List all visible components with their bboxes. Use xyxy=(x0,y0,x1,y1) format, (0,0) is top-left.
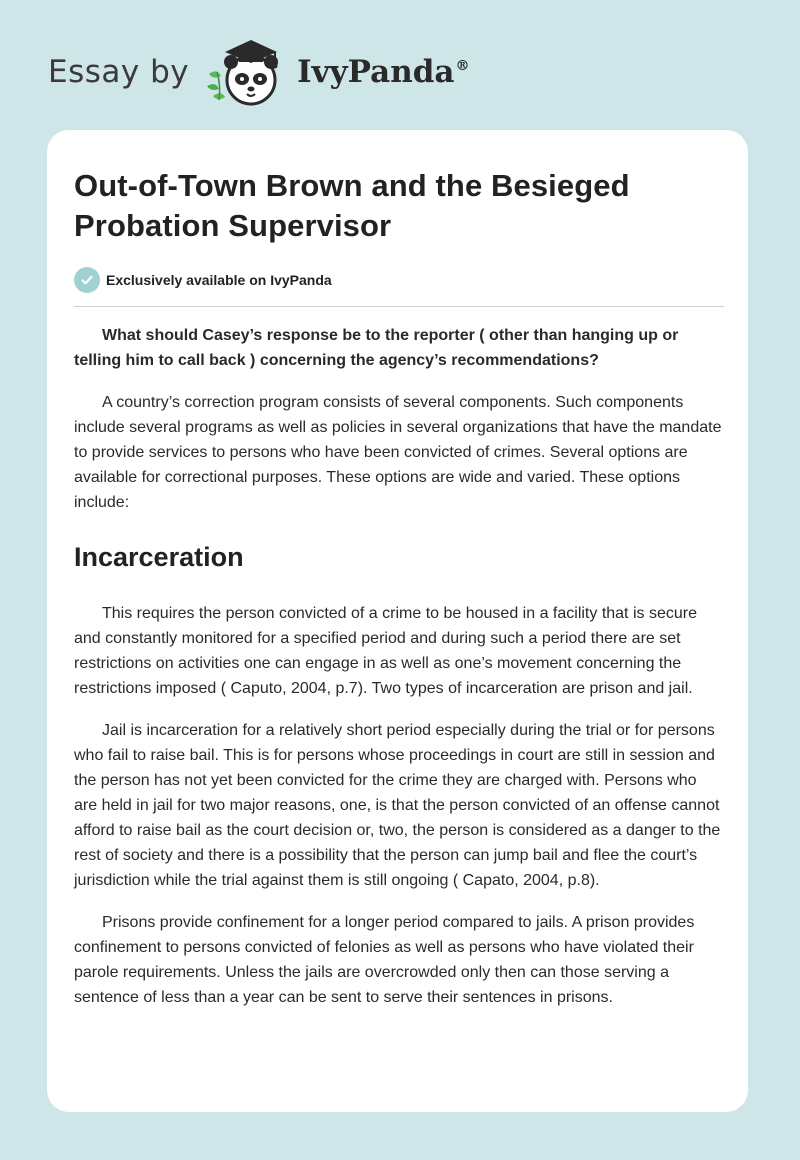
section-paragraph: Jail is incarceration for a relatively short period especially during the trial or for persons who fail to raise bail. This is for persons whose proceedings in court are still in session and the person has not yet been convicted for the crime they are charged with. Persons who are held in jail for two major reasons, one, is that the person convicted of an offense cannot afford to raise bail as the court decision or, two, the person is considered as a danger to the rest of society and there is a possibility that the person can jump bail and flee the court’s jurisdiction while the trial against them is still ongoing ( Capato, 2004, p.8). xyxy=(74,722,721,889)
brand-name[interactable] xyxy=(297,54,469,90)
check-circle-icon xyxy=(74,267,100,293)
article-content xyxy=(74,166,724,1010)
exclusive-text: Exclusively available on IvyPanda xyxy=(106,272,332,288)
section-paragraph: This requires the person convicted of a crime to be housed in a facility that is secure and constantly monitored for a specified period and during such a period there are set restrictions on activities one can engage in as well as one’s movement concerning the restrictions imposed ( Caputo, 2004, p.7). Two types of incarceration are prison and jail. xyxy=(74,605,697,697)
divider xyxy=(74,306,724,307)
exclusive-badge xyxy=(74,266,724,294)
panda-graduate-icon xyxy=(203,36,291,108)
site-header xyxy=(48,36,470,108)
section-heading: Incarceration xyxy=(74,542,244,572)
section-paragraph: Prisons provide confinement for a longer period compared to jails. A prison provides confinement to persons convicted of felonies as well as persons who have violated their parole requirements. Unless the jails are overcrowded only then can those serving a sentence of less than a year can be sent to serve their sentences in prisons. xyxy=(74,914,695,1006)
article-card xyxy=(47,130,748,1112)
registered-mark: ® xyxy=(455,58,470,74)
essay-by-label: Essay by xyxy=(48,54,190,90)
article-title: Out-of-Town Brown and the Besieged Probation Supervisor xyxy=(74,168,630,243)
brand-text: IvyPanda xyxy=(297,54,455,90)
intro-paragraph: A country’s correction program consists of several components. Such components include several programs as well as policies in several organizations that have the mandate to provide services to persons who have been convicted of crimes. Several options are available for correctional purposes. These options are wide and varied. These options include: xyxy=(74,394,722,511)
question-paragraph: What should Casey’s response be to the reporter ( other than hanging up or telling him to call back ) concerning the agency’s recommendations? xyxy=(74,327,679,369)
